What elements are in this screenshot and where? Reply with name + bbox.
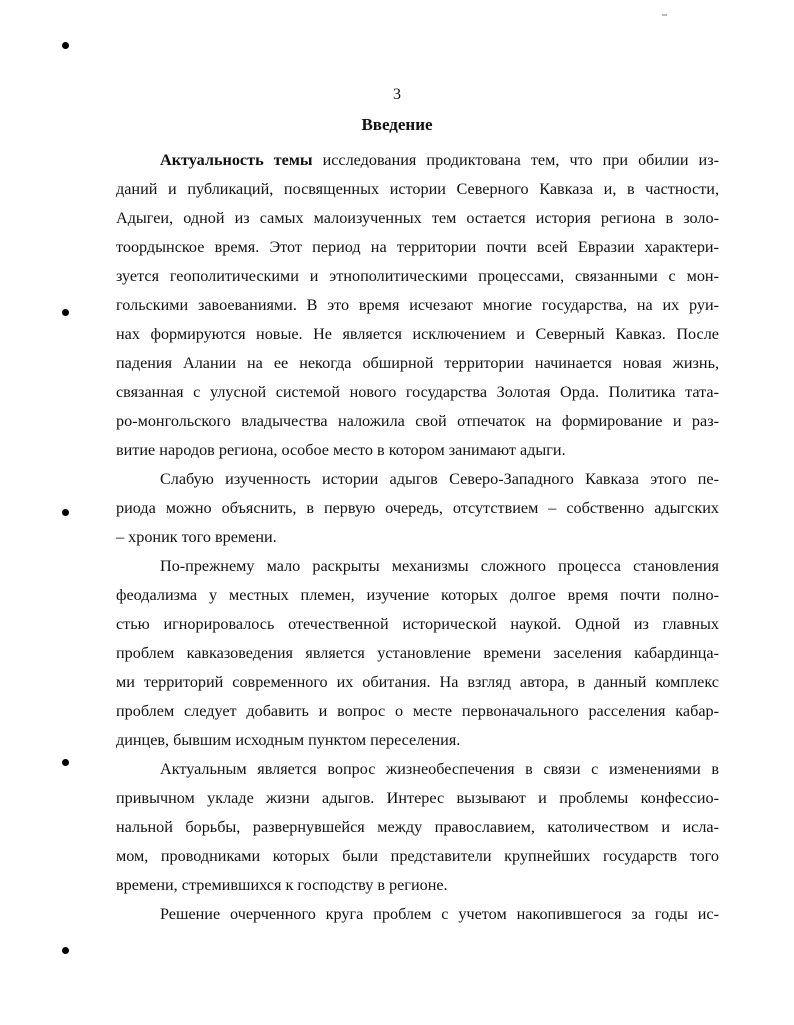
text-line: Адыгеи, одной из самых малоизученных тем остается история региона в золо- [116, 209, 719, 227]
document-body [116, 146, 719, 929]
binding-hole-mark [62, 947, 69, 954]
text-line: падения Алании на ее некогда обширной территории начинается новая жизнь, [116, 354, 719, 372]
binding-hole-mark [62, 509, 69, 516]
lead-phrase: Актуальность темы [160, 151, 313, 169]
text-line: привычном укладе жизни адыгов. Интерес вызывают и проблемы конфессио- [116, 789, 719, 807]
text-line: проблем следует добавить и вопрос о месте первоначального расселения кабар- [116, 702, 719, 720]
page-number: 3 [393, 86, 401, 103]
scan-corner-mark [662, 14, 667, 16]
text-line: гольскими завоеваниями. В это время исчезают многие государства, на их руи- [116, 296, 719, 314]
text-line: времени, стремившихся к господству в регионе. [116, 876, 448, 894]
text-line: зуется геополитическими и этнополитическими процессами, связанными с мон- [116, 267, 719, 285]
text-line: мом, проводниками которых были представители крупнейших государств того [116, 847, 719, 865]
text-line: По-прежнему мало раскрыты механизмы сложного процесса становления [160, 557, 719, 575]
text-line: Актуальность темы исследования продиктована тем, что при обилии из- [160, 151, 719, 169]
text-line: риода можно объяснить, в первую очередь, отсутствием – собственно адыгских [116, 499, 719, 517]
text-line: нальной борьбы, развернувшейся между православием, католичеством и исла- [116, 818, 719, 836]
text-line: тоордынское время. Этот период на территории почти всей Евразии характери- [116, 238, 719, 256]
text-line: динцев, бывшим исходным пунктом переселения. [116, 731, 461, 749]
text-line: проблем кавказоведения является установление времени заселения кабардинца- [116, 644, 719, 662]
page-title: Введение [361, 115, 433, 134]
text-line: феодализма у местных племен, изучение которых долгое время почти полно- [116, 586, 719, 604]
text-line: витие народов региона, особое место в котором занимают адыги. [116, 441, 566, 459]
text-line: – хроник того времени. [116, 528, 277, 546]
text-line: Решение очерченного круга проблем с учетом накопившегося за годы ис- [160, 905, 719, 923]
text-line: ро-монгольского владычества наложила свой отпечаток на формирование и раз- [116, 412, 719, 430]
text-line: Слабую изученность истории адыгов Северо-Западного Кавказа этого пе- [160, 470, 719, 488]
text-line: связанная с улусной системой нового государства Золотая Орда. Политика тата- [116, 383, 719, 401]
binding-hole-mark [62, 42, 69, 49]
text-line: стью игнорировалось отечественной исторической наукой. Одной из главных [116, 615, 719, 633]
text-line: ми территорий современного их обитания. На взгляд автора, в данный комплекс [116, 673, 719, 691]
text-line: даний и публикаций, посвященных истории Северного Кавказа и, в частности, [116, 180, 719, 198]
text-line: нах формируются новые. Не является исключением и Северный Кавказ. После [116, 325, 719, 343]
binding-hole-mark [62, 759, 69, 766]
text-line: Актуальным является вопрос жизнеобеспечения в связи с изменениями в [160, 760, 719, 778]
binding-hole-mark [62, 309, 69, 316]
